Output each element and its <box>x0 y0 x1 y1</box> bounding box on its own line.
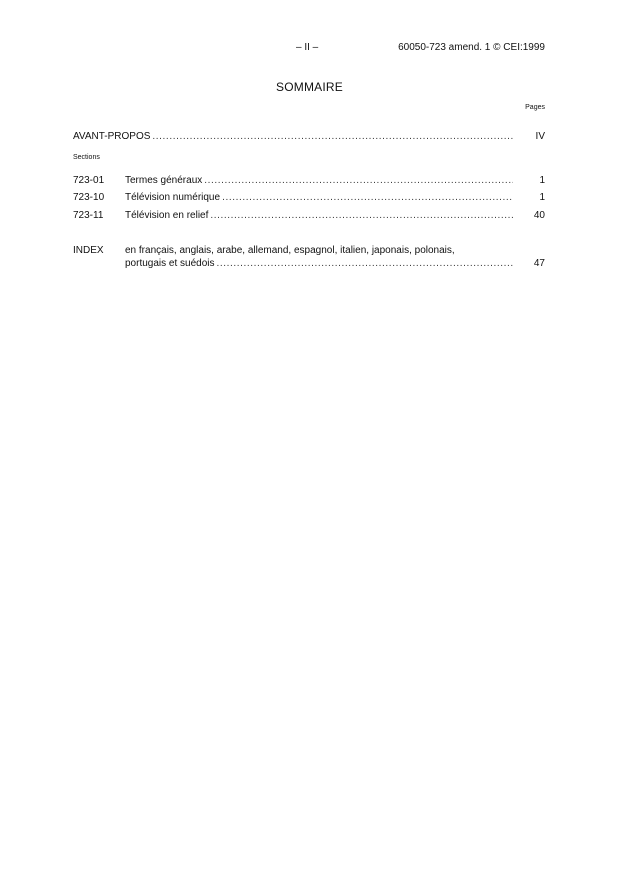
toc-entry-label: AVANT-PROPOS <box>73 131 151 142</box>
index-description-continued: portugais et suédois <box>125 258 215 269</box>
pages-column-label: Pages <box>525 104 545 111</box>
sections-label: Sections <box>73 154 100 161</box>
document-reference: 60050-723 amend. 1 © CEI:1999 <box>398 42 545 53</box>
toc-entry-index[interactable] <box>125 258 545 270</box>
section-page: 40 <box>533 210 545 221</box>
dot-leader <box>204 175 513 187</box>
dot-leader <box>222 192 513 204</box>
toc-entry-section[interactable] <box>73 175 545 187</box>
section-code: 723-11 <box>73 210 104 221</box>
section-title: Termes généraux <box>125 175 203 186</box>
index-description[interactable]: en français, anglais, arabe, allemand, espagnol, italien, japonais, polonais, <box>125 245 455 256</box>
section-code: 723-01 <box>73 175 105 186</box>
toc-entry-section[interactable] <box>73 210 545 222</box>
section-title: Télévision numérique <box>125 192 221 203</box>
dot-leader <box>152 131 513 143</box>
page-title: SOMMAIRE <box>276 80 343 94</box>
index-code: INDEX <box>73 245 104 256</box>
page-number: – II – <box>296 42 319 53</box>
toc-entry-foreword[interactable] <box>73 131 545 143</box>
index-page: 47 <box>533 258 545 269</box>
toc-entry-section[interactable] <box>73 192 545 204</box>
section-page: 1 <box>539 192 545 203</box>
section-title: Télévision en relief <box>125 210 209 221</box>
dot-leader <box>210 210 513 222</box>
section-page: 1 <box>539 175 545 186</box>
toc-entry-page: IV <box>535 131 545 142</box>
dot-leader <box>217 258 513 270</box>
section-code: 723-10 <box>73 192 105 203</box>
